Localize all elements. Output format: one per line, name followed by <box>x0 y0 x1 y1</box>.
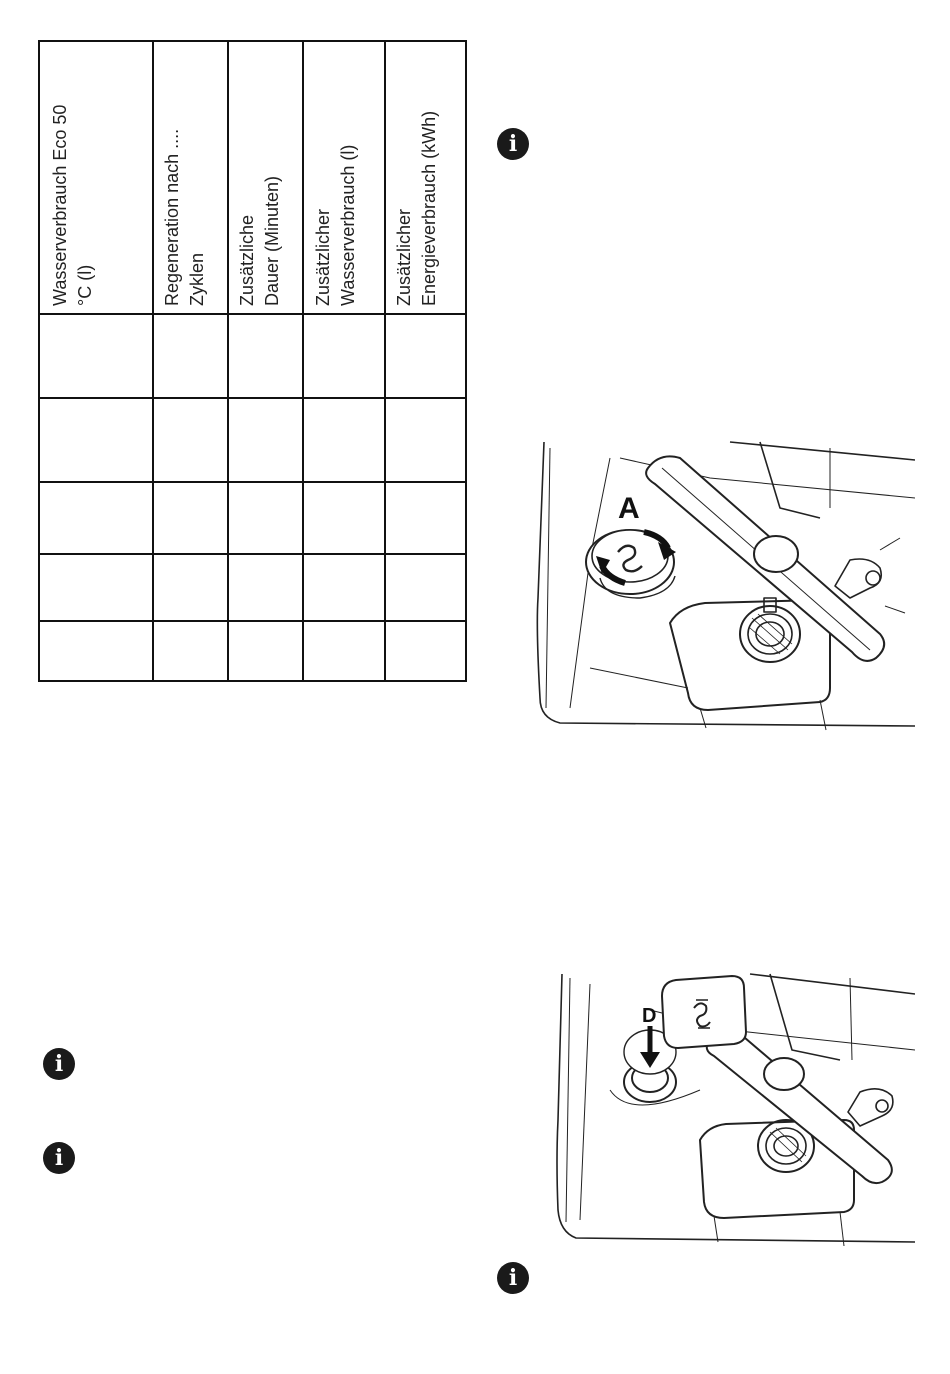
figure-label-d: D <box>642 1005 657 1027</box>
table-row-divider <box>38 481 467 483</box>
table-divider <box>384 40 386 682</box>
table-border-bottom <box>38 680 467 682</box>
table-header-cell <box>311 40 381 314</box>
table-border-right <box>465 40 467 682</box>
salt-container-figure-a <box>530 438 915 733</box>
info-icon: i <box>43 1048 75 1080</box>
table-header-label: Zusätzlicher Wasserverbrauch (l) <box>313 144 358 306</box>
info-icon: i <box>497 1262 529 1294</box>
table-row-divider <box>38 397 467 399</box>
table-divider <box>227 40 229 682</box>
table-header-cell <box>48 40 148 314</box>
table-header-label: Zusätzliche Dauer (Minuten) <box>237 175 282 306</box>
regeneration-figure-d <box>550 970 915 1248</box>
table-row-divider <box>38 553 467 555</box>
table-row-divider <box>38 620 467 622</box>
figure-label-a: A <box>618 492 640 525</box>
table-header-cell <box>392 40 462 314</box>
table-header-label: Wasserverbrauch Eco 50 °C (l) <box>50 104 95 306</box>
table-border-left <box>38 40 40 682</box>
table-divider <box>302 40 304 682</box>
table-header-label: Regeneration nach .... Zyklen <box>162 128 207 306</box>
table-divider <box>152 40 154 682</box>
info-icon: i <box>497 128 529 160</box>
table-header-label: Zusätzlicher Energieverbrauch (kWh) <box>394 110 439 306</box>
table-header-cell <box>160 40 224 314</box>
info-icon: i <box>43 1142 75 1174</box>
table-header-cell <box>235 40 299 314</box>
